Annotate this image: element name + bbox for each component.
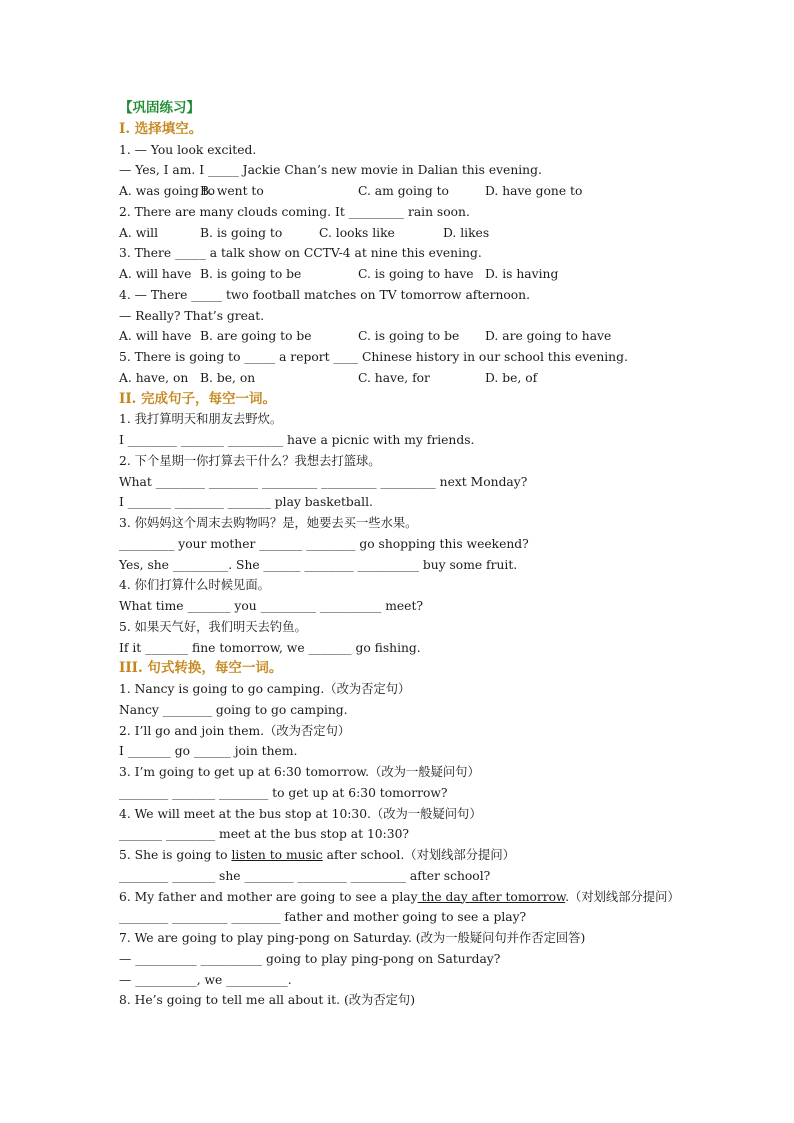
underlined-phrase: the day after tomorrow [417, 889, 566, 904]
option-b: B. went to [200, 184, 264, 198]
exercise-line: 4. — There _____ two football matches on TV tomorrow afternoon. [119, 287, 531, 302]
option-c: C. is going to have [358, 267, 474, 281]
option-c: C. have, for [358, 370, 430, 385]
exercise-line [119, 887, 679, 908]
exercise-line: 3. I’m going to get up at 6:30 tomorrow.（改为一般疑问句） [119, 765, 480, 779]
answer-options [119, 181, 679, 202]
exercise-line: I ________ _______ _________ have a picnic with my friends. [119, 433, 475, 447]
exercise-line: If it _______ fine tomorrow, we _______ go fishing. [119, 640, 421, 655]
exercise-line: 5. There is going to _____ a report ____ Chinese history in our school this evening. [119, 350, 628, 364]
answer-options [119, 223, 679, 244]
underlined-phrase: listen to music [231, 848, 323, 862]
exercise-line: 5. 如果天气好，我们明天去钓鱼。 [119, 619, 307, 634]
worksheet-content [119, 119, 679, 1011]
exercise-line: — __________, we __________. [119, 972, 292, 987]
worksheet-title: 【巩固练习】 [119, 100, 200, 116]
option-d: D. are going to have [485, 329, 612, 344]
worksheet [119, 98, 679, 1011]
answer-options [119, 264, 679, 285]
exercise-line: 1. — You look excited. [119, 142, 257, 157]
option-d: D. have gone to [485, 184, 583, 198]
option-c: C. is going to be [358, 329, 460, 344]
section-heading: I. 选择填空。 [119, 120, 203, 137]
line-text: 5. She is going to [119, 848, 232, 862]
answer-options [119, 326, 679, 347]
section-heading: II. 完成句子，每空一词。 [119, 390, 277, 407]
answer-options [119, 368, 679, 389]
exercise-line: 8. He’s going to tell me all about it. (改为否定句) [119, 993, 416, 1008]
option-b: B. is going to be [200, 267, 302, 281]
exercise-line: ________ _______ ________ to get up at 6:30 tomorrow? [119, 785, 448, 800]
exercise-line: _________ your mother _______ ________ go shopping this weekend? [119, 536, 529, 551]
exercise-line: 2. There are many clouds coming. It _________ rain soon. [119, 204, 470, 219]
exercise-line: — __________ __________ going to play ping-pong on Saturday? [119, 951, 501, 966]
option-c: C. am going to [358, 184, 449, 198]
exercise-line: Nancy ________ going to go camping. [119, 702, 348, 717]
option-a: A. will have [119, 329, 192, 344]
exercise-line: 3. There _____ a talk show on CCTV-4 at nine this evening. [119, 246, 482, 261]
exercise-line: 3. 你妈妈这个周末去购物吗？是，她要去买一些水果。 [119, 516, 418, 530]
option-a: A. have, on [119, 370, 189, 385]
exercise-line: — Really? That’s great. [119, 308, 265, 323]
exercise-line: 1. Nancy is going to go camping.（改为否定句） [119, 682, 411, 696]
exercise-line: I _______ go ______ join them. [119, 744, 298, 759]
section-heading: III. 句式转换，每空一词。 [119, 660, 283, 677]
exercise-line: What time _______ you _________ __________ meet? [119, 599, 423, 613]
option-d: D. be, of [485, 370, 538, 385]
option-a: A. was going to [119, 184, 216, 198]
option-d: D. likes [443, 225, 490, 240]
exercise-line: Yes, she _________. She ______ ________ __________ buy some fruit. [119, 557, 518, 572]
option-b: B. are going to be [200, 329, 312, 344]
exercise-line: 2. 下个星期一你打算去干什么？我想去打篮球。 [119, 453, 381, 468]
exercise-line: 7. We are going to play ping-pong on Saturday. (改为一般疑问句并作否定回答) [119, 931, 586, 945]
exercise-line: 2. I’ll go and join them.（改为否定句） [119, 723, 351, 738]
option-a: A. will have [119, 267, 192, 281]
option-a: A. will [119, 225, 159, 240]
option-c: C. looks like [319, 225, 395, 240]
line-text: .（对划线部分提问） [565, 889, 680, 904]
exercise-line [119, 845, 679, 866]
line-text: after school.（对划线部分提问） [322, 848, 515, 862]
exercise-line: I _______ ________ _______ play basketball. [119, 495, 373, 510]
line-text: 6. My father and mother are going to see a play [119, 889, 418, 904]
option-b: B. is going to [200, 225, 283, 240]
exercise-line: 1. 我打算明天和朋友去野炊。 [119, 412, 283, 427]
option-d: D. is having [485, 267, 559, 281]
exercise-line: What ________ ________ _________ _________ _________ next Monday? [119, 474, 528, 489]
option-b: B. be, on [200, 370, 256, 385]
exercise-line: 4. We will meet at the bus stop at 10:30.（改为一般疑问句） [119, 806, 482, 821]
exercise-line: ________ _________ ________ father and mother going to see a play? [119, 910, 527, 925]
exercise-line: _______ ________ meet at the bus stop at 10:30? [119, 827, 409, 842]
exercise-line: 4. 你们打算什么时候见面。 [119, 578, 270, 593]
exercise-line: ________ _______ she ________ ________ _________ after school? [119, 868, 491, 883]
exercise-line: — Yes, I am. I _____ Jackie Chan’s new movie in Dalian this evening. [119, 163, 542, 178]
